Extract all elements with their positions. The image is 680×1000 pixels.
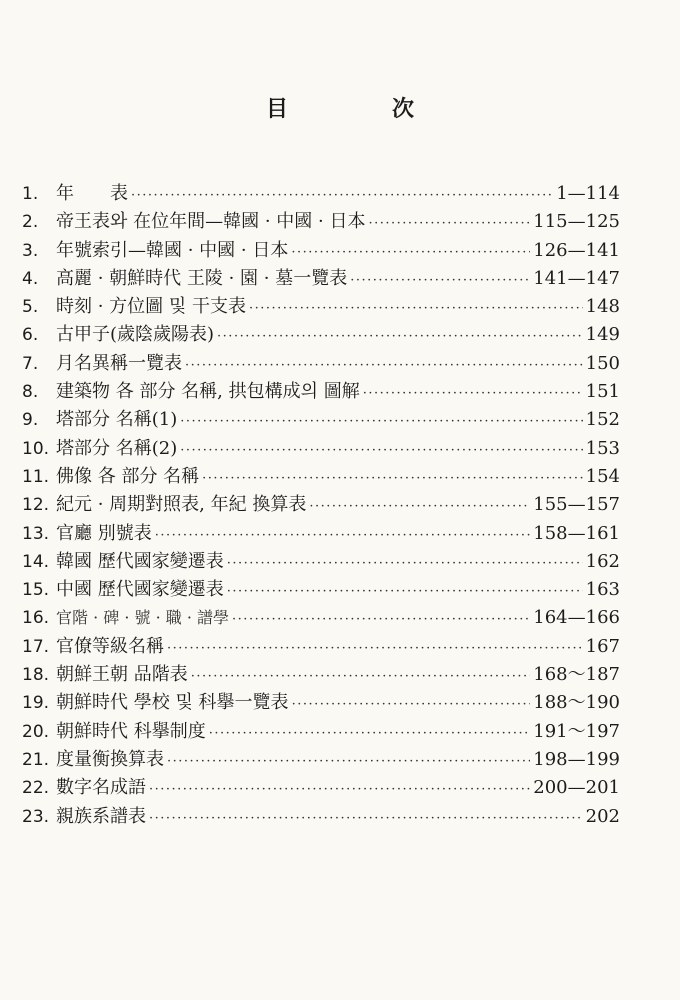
entry-label: 官廳 別號表 xyxy=(56,522,152,544)
entry-label: 親族系譜表 xyxy=(56,805,146,827)
entry-label: 年號索引—韓國 · 中國 · 日本 xyxy=(56,239,289,261)
entry-number: 16. xyxy=(22,608,50,629)
toc-entry xyxy=(22,321,620,349)
title-left-char: 目 xyxy=(265,97,288,122)
toc-entry xyxy=(22,435,620,463)
entry-number: 2. xyxy=(22,212,39,233)
entry-pages: 163 xyxy=(585,579,620,601)
entry-pages: 126—141 xyxy=(533,239,620,261)
entry-pages: 149 xyxy=(585,324,620,346)
dot-leader xyxy=(191,663,531,691)
entry-label: 朝鮮時代 學校 및 科擧一覽表 xyxy=(56,692,289,714)
dot-leader xyxy=(167,748,530,776)
entry-pages: 154 xyxy=(585,465,620,487)
dot-leader xyxy=(227,578,583,606)
entry-label: 古甲子(歲陰歲陽表) xyxy=(56,324,215,346)
entry-number: 21. xyxy=(22,749,50,770)
entry-label: 高麗 · 朝鮮時代 王陵 · 園 · 墓一覽表 xyxy=(56,267,348,289)
title-right-char: 次 xyxy=(392,97,415,122)
entry-number: 22. xyxy=(22,778,50,799)
entry-number: 14. xyxy=(22,551,50,572)
entry-pages: 164—166 xyxy=(533,607,620,629)
entry-number: 5. xyxy=(22,297,39,318)
dot-leader xyxy=(232,606,530,634)
entry-pages: 152 xyxy=(585,409,620,431)
dot-leader xyxy=(155,522,531,550)
dot-leader xyxy=(202,465,582,493)
toc-entry xyxy=(22,350,620,378)
entry-pages: 153 xyxy=(585,437,620,459)
entry-label: 數字名成語 xyxy=(56,777,146,799)
entry-number: 12. xyxy=(22,495,50,516)
toc-entry xyxy=(22,406,620,434)
dot-leader xyxy=(309,493,530,521)
entry-number: 10. xyxy=(22,438,50,459)
entry-pages: 1—114 xyxy=(556,183,620,204)
table-of-contents xyxy=(22,180,620,831)
toc-entry xyxy=(22,576,620,604)
entry-pages: 191～197 xyxy=(533,720,620,742)
entry-number: 17. xyxy=(22,636,50,657)
toc-entry xyxy=(22,180,620,208)
dot-leader xyxy=(180,437,582,465)
toc-entry xyxy=(22,604,620,632)
entry-label: 塔部分 名稱(1) xyxy=(56,409,178,431)
entry-pages: 162 xyxy=(585,550,620,572)
entry-number: 7. xyxy=(22,353,39,374)
entry-pages: 198—199 xyxy=(533,748,620,770)
dot-leader xyxy=(217,323,583,351)
entry-pages: 148 xyxy=(585,296,620,318)
entry-number: 6. xyxy=(22,325,39,346)
toc-entry xyxy=(22,803,620,831)
toc-entry xyxy=(22,463,620,491)
dot-leader xyxy=(350,267,530,295)
entry-number: 15. xyxy=(22,580,50,601)
toc-entry xyxy=(22,293,620,321)
entry-number: 4. xyxy=(22,268,39,289)
toc-entry xyxy=(22,661,620,689)
toc-entry xyxy=(22,491,620,519)
dot-leader xyxy=(227,550,583,578)
entry-pages: 188～190 xyxy=(533,692,620,714)
toc-entry xyxy=(22,746,620,774)
entry-number: 9. xyxy=(22,410,39,431)
entry-pages: 167 xyxy=(585,635,620,657)
entry-pages: 200—201 xyxy=(533,777,620,799)
dot-leader xyxy=(180,408,582,436)
dot-leader xyxy=(149,776,530,804)
toc-entry xyxy=(22,237,620,265)
toc-entry xyxy=(22,689,620,717)
toc-entry xyxy=(22,520,620,548)
entry-number: 3. xyxy=(22,240,39,261)
entry-pages: 168～187 xyxy=(533,664,620,686)
dot-leader xyxy=(149,805,583,833)
entry-number: 1. xyxy=(22,184,39,204)
toc-entry xyxy=(22,774,620,802)
entry-pages: 115—125 xyxy=(533,211,620,233)
entry-label: 年 表 xyxy=(56,183,128,204)
dot-leader xyxy=(368,210,530,238)
dot-leader xyxy=(291,239,530,267)
entry-pages: 150 xyxy=(585,352,620,374)
entry-label: 度量衡換算表 xyxy=(56,748,164,770)
entry-number: 20. xyxy=(22,721,50,742)
dot-leader xyxy=(363,380,583,408)
entry-pages: 158—161 xyxy=(533,522,620,544)
entry-label: 塔部分 名稱(2) xyxy=(56,437,178,459)
entry-label: 朝鮮時代 科擧制度 xyxy=(56,720,206,742)
dot-leader xyxy=(249,295,583,323)
entry-number: 8. xyxy=(22,382,39,403)
dot-leader xyxy=(209,720,531,748)
entry-label: 朝鮮王朝 品階表 xyxy=(56,664,188,686)
entry-label: 韓國 歷代國家變遷表 xyxy=(56,550,224,572)
page-title xyxy=(0,92,680,123)
toc-entry xyxy=(22,378,620,406)
entry-number: 23. xyxy=(22,806,50,827)
toc-entry xyxy=(22,208,620,236)
entry-label: 建築物 各 部分 名稱, 拱包構成의 圖解 xyxy=(56,381,360,403)
entry-pages: 155—157 xyxy=(533,494,620,516)
entry-label: 官階 · 碑 · 號 · 職 · 譜學 xyxy=(56,608,230,628)
dot-leader xyxy=(292,691,531,719)
entry-pages: 202 xyxy=(585,805,620,827)
toc-entry xyxy=(22,718,620,746)
entry-label: 時刻 · 方位圖 및 干支表 xyxy=(56,296,246,318)
entry-number: 11. xyxy=(22,466,50,487)
entry-label: 官僚等級名稱 xyxy=(56,635,164,657)
entry-pages: 141—147 xyxy=(533,267,620,289)
entry-number: 13. xyxy=(22,523,50,544)
entry-number: 19. xyxy=(22,693,50,714)
dot-leader xyxy=(185,352,583,380)
entry-label: 月名異稱一覽表 xyxy=(56,352,182,374)
dot-leader xyxy=(167,635,583,663)
entry-label: 佛像 各 部分 名稱 xyxy=(56,465,200,487)
entry-label: 帝王表와 在位年間—韓國 · 中國 · 日本 xyxy=(56,211,366,233)
entry-label: 中國 歷代國家變遷表 xyxy=(56,579,224,601)
entry-pages: 151 xyxy=(585,381,620,403)
entry-label: 紀元 · 周期對照表, 年紀 換算表 xyxy=(56,494,307,516)
entry-number: 18. xyxy=(22,665,50,686)
toc-entry xyxy=(22,548,620,576)
dot-leader xyxy=(131,182,553,210)
toc-entry xyxy=(22,265,620,293)
toc-entry xyxy=(22,633,620,661)
